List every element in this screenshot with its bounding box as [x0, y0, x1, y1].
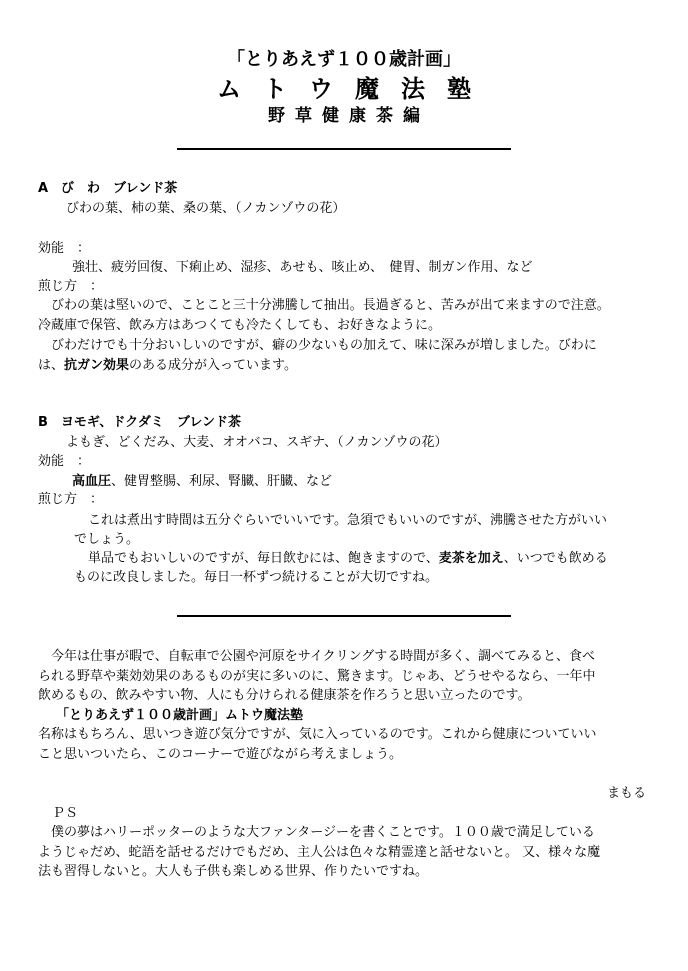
ps-label: ＰＳ: [52, 806, 79, 821]
section-b-effects: 高血圧、健胃整腸、利尿、腎臓、肝臓、など: [72, 474, 333, 489]
section-a-ingredients: びわの葉、柿の葉、桑の葉、（ノカンゾウの花）: [66, 201, 346, 216]
anticancer-emphasis: 抗ガン効果: [64, 358, 130, 373]
divider-bottom: [177, 615, 511, 617]
section-b-method-line: ものに改良しました。毎日一杯ずつ続けることが大切ですね。: [74, 570, 439, 585]
title-subtitle: 野草健康茶編: [268, 106, 430, 126]
divider-top: [177, 148, 511, 150]
section-a-method-line: は、抗ガン効果のある成分が入っています。: [38, 358, 297, 373]
section-a-method-line: びわの葉は堅いので、ことこと三十分沸騰して抽出。長過ぎると、苦みが出て来ますので注意。: [38, 298, 610, 313]
section-a-method-line: 冷蔵庫で保管、飲み方はあつくても冷たくしても、お好きなように。: [38, 318, 442, 333]
ps-line: 僕の夢はハリーポッターのような大ファンタージーを書くことです。１００歳で満足している: [38, 825, 595, 840]
section-b-method-line: でしょう。: [74, 532, 140, 547]
section-b-method-label: 煎じ方 ：: [38, 492, 104, 507]
afterword-line: 名称はもちろん、思いつき遊び気分ですが、気に入っているのです。これから健康についていい: [38, 727, 597, 742]
section-a-heading: A び わ ブレンド茶: [38, 181, 178, 196]
afterword-line: 飲めるもの、飲みやすい物、人にも分けられる健康茶を作ろうと思い立ったのです。: [38, 688, 531, 703]
section-a-effects: 強壮、疲労回復、下痢止め、湿疹、あせも、咳止め、 健胃、制ガン作用、など: [72, 260, 533, 275]
afterword-line: られる野草や薬効効果のあるものが実に多いのに、驚きます。じゃあ、どうせやるなら、一年中: [38, 669, 596, 684]
section-a-method-label: 煎じ方 ：: [38, 279, 104, 294]
signature: まもる: [607, 786, 647, 801]
afterword-line: 今年は仕事が暇で、自転車で公園や河原をサイクリングする時間が多く、調べてみると、食べ: [38, 649, 596, 664]
ps-line: 法も習得しないと。大人も子供も楽しめる世界、作りたいですね。: [38, 864, 429, 879]
ps-line: ようじゃだめ、蛇語を話せるだけでもだめ、主人公は色々な精霊達と話せないと。 又、様々な魔: [38, 845, 601, 860]
title-project: 「とりあえず１００歳計画」: [227, 49, 461, 70]
section-b-ingredients: よもぎ、どくだみ、大麦、オオバコ、スギナ、（ノカンゾウの花）: [66, 435, 448, 450]
title-school: ムトウ魔法塾: [217, 75, 493, 103]
section-b-heading: B ヨモギ、ドクダミ ブレンド茶: [38, 415, 242, 430]
section-a-effects-label: 効能 ：: [38, 241, 91, 256]
afterword-line: こと思いついたら、このコーナーで遊びながら考えましょう。: [38, 747, 403, 762]
barley-tea-emphasis: 麦茶を加え: [438, 551, 504, 566]
hypertension-emphasis: 高血圧: [72, 474, 112, 489]
afterword-project-name: 「とりあえず１００歳計画」ムトウ魔法塾: [56, 708, 304, 723]
section-a-method-line: びわだけでも十分おいしいのですが、癖の少ないもの加えて、味に深みが増しました。びわに: [38, 338, 597, 353]
section-b-method-line: これは煮出す時間は五分ぐらいでいいです。急須でもいいのですが、沸騰させた方がいい: [88, 513, 607, 528]
section-b-method-line: 単品でもおいしいのですが、毎日飲むには、飽きますので、麦茶を加え、いつでも飲める: [88, 551, 608, 566]
section-b-effects-label: 効能 ：: [38, 454, 91, 469]
